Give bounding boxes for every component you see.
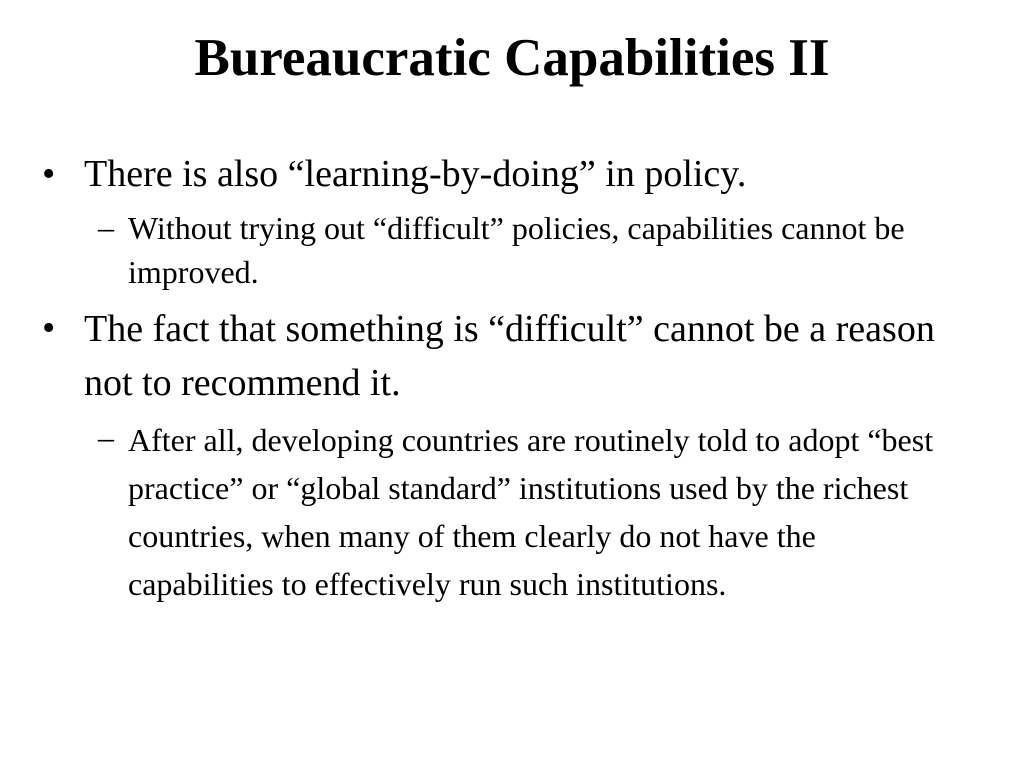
- bullet-text: There is also “learning-by-doing” in policy.: [84, 153, 747, 195]
- bullet-marker: •: [42, 307, 56, 349]
- sub-bullet-item: [42, 416, 962, 608]
- bullet-item: [42, 302, 962, 410]
- bullet-text: The fact that something is “difficult” cannot be a reason not to recommend it.: [84, 308, 935, 404]
- bullet-item: [42, 148, 962, 200]
- sub-bullet-item: [42, 206, 962, 294]
- slide-title: Bureaucratic Capabilities II: [194, 29, 830, 87]
- bullet-marker: •: [42, 153, 56, 195]
- sub-bullet-text: Without trying out “difficult” policies, capabilities cannot be improved.: [128, 210, 905, 290]
- slide-content: [42, 148, 962, 608]
- dash-marker: –: [98, 209, 114, 245]
- sub-bullet-text: After all, developing countries are routinely told to adopt “best practice” or “global standard” institutions used by the richest countries, when many of them clearly do not have the capabilities to effectively run such institutions.: [128, 422, 934, 602]
- dash-marker: –: [98, 419, 114, 455]
